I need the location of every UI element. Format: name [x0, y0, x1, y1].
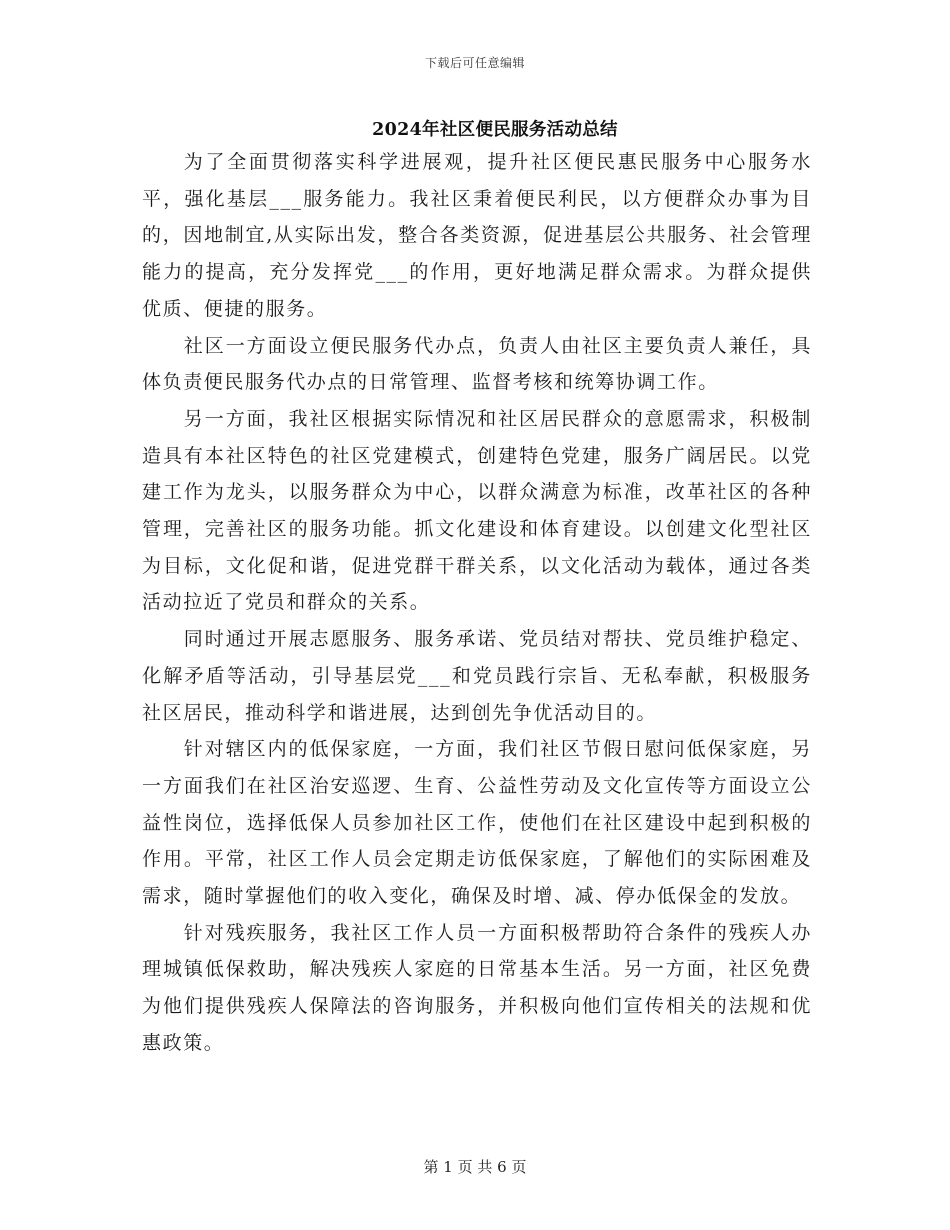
body-paragraph: 针对残疾服务，我社区工作人员一方面积极帮助符合条件的残疾人办理城镇低保救助，解决残疾人家庭的日常基本生活。另一方面，社区免费为他们提供残疾人保障法的咨询服务，并积极向他们宣传相关的法规和优惠政策。 [142, 921, 812, 1054]
page-number-footer: 第 1 页 共 6 页 [423, 1158, 527, 1176]
body-paragraph: 同时通过开展志愿服务、服务承诺、党员结对帮扶、党员维护稳定、化解矛盾等活动，引导基层党___和党员践行宗旨、无私奉献，积极服务社区居民，推动科学和谐进展，达到创先争优活动目的。 [142, 628, 812, 724]
body-paragraph: 社区一方面设立便民服务代办点，负责人由社区主要负责人兼任，具体负责便民服务代办点的日常管理、监督考核和统筹协调工作。 [142, 334, 812, 394]
body-paragraph: 为了全面贯彻落实科学进展观，提升社区便民惠民服务中心服务水平，强化基层___服务能力。我社区秉着便民利民，以方便群众办事为目的，因地制宜,从实际出发，整合各类资源，促进基层公共服务、社会管理能力的提高，充分发挥党___的作用，更好地满足群众需求。为群众提供优质、便捷的服务。 [142, 151, 812, 320]
body-paragraph: 针对辖区内的低保家庭，一方面，我们社区节假日慰问低保家庭，另一方面我们在社区治安巡逻、生育、公益性劳动及文化宣传等方面设立公益性岗位，选择低保人员参加社区工作，使他们在社区建设中起到积极的作用。平常，社区工作人员会定期走访低保家庭，了解他们的实际困难及需求，随时掌握他们的收入变化，确保及时增、减、停办低保金的发放。 [142, 738, 812, 908]
header-note: 下载后可任意编辑 [424, 56, 525, 70]
document-title: 2024年社区便民服务活动总结 [372, 120, 618, 140]
document-body [142, 144, 812, 1062]
body-paragraph: 另一方面，我社区根据实际情况和社区居民群众的意愿需求，积极制造具有本社区特色的社区党建模式，创建特色党建，服务广阔居民。以党建工作为龙头，以服务群众为中心，以群众满意为标准，改革社区的各种管理，完善社区的服务功能。抓文化建设和体育建设。以创建文化型社区为目标，文化促和谐，促进党群干群关系，以文化活动为载体，通过各类活动拉近了党员和群众的关系。 [142, 407, 812, 614]
